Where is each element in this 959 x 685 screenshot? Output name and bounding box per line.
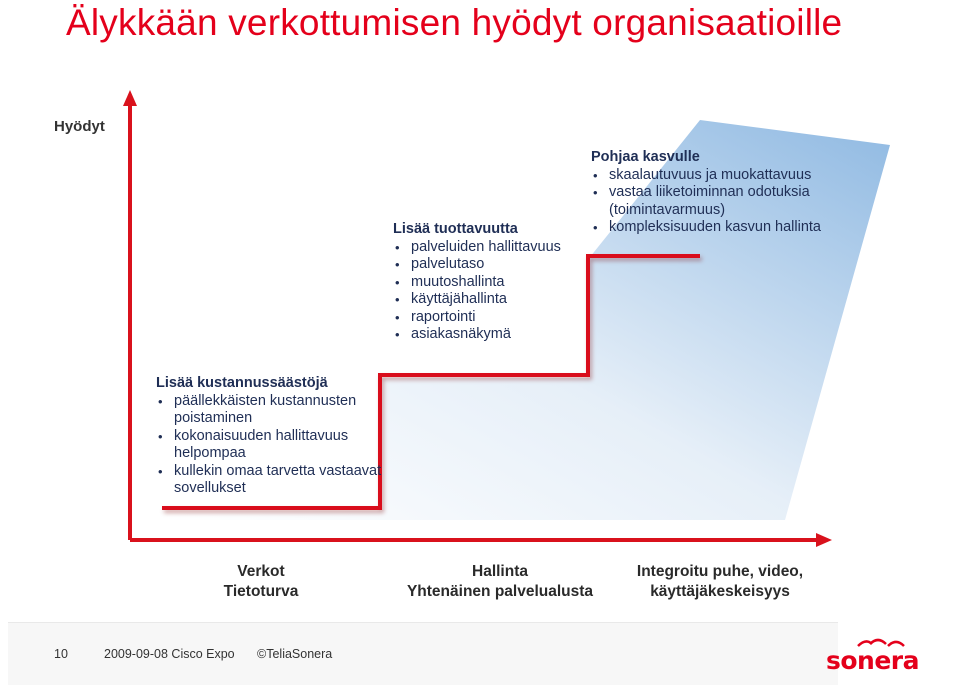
list-item: • raportointi [393,309,593,327]
category-line: Tietoturva [223,583,299,600]
y-axis-arrow [123,90,137,106]
step-cost-savings [156,375,386,498]
category-line: Verkot [237,563,285,580]
step-heading: Lisää tuottavuutta [393,221,518,237]
list-item: • vastaa liiketoiminnan odotuksia (toimintavarmuus) [591,184,861,219]
list-item: • skaalautuvuus ja muokattavuus [591,167,861,185]
category-line: Integroitu puhe, video, [636,563,804,580]
category-line: Yhtenäinen palvelualusta [406,583,594,600]
step-productivity [393,221,593,344]
list-item: • kullekin omaa tarvetta vastaavat sovellukset [156,463,386,498]
footer-copyright: ©TeliaSonera [257,647,333,661]
category-line: Hallinta [472,563,528,580]
category-management [380,562,620,602]
list-item: • päällekkäisten kustannusten poistaminen [156,393,386,428]
step-growth-foundation [591,149,861,237]
list-item: • käyttäjähallinta [393,291,593,309]
logo-text: sonera [826,646,920,675]
step-heading: Pohjaa kasvulle [591,149,700,165]
list-item: • asiakasnäkymä [393,326,593,344]
list-item: • muutoshallinta [393,274,593,292]
page-number: 10 [54,647,68,661]
category-integrated [620,562,820,602]
x-axis-arrow [816,533,832,547]
list-item: • palveluiden hallittavuus [393,239,593,257]
footer-meta: 2009-09-08 Cisco Expo [104,647,235,661]
page-title: Älykkään verkottumisen hyödyt organisaatioille [66,2,843,43]
list-item: • kompleksisuuden kasvun hallinta [591,219,861,237]
category-networks [196,562,326,602]
list-item: • palvelutaso [393,256,593,274]
step-heading: Lisää kustannussäästöjä [156,375,328,391]
list-item: • kokonaisuuden hallittavuus helpompaa [156,428,386,463]
y-axis-label: Hyödyt [54,118,105,135]
category-line: käyttäjäkeskeisyys [650,583,790,600]
sonera-logo [826,634,920,678]
